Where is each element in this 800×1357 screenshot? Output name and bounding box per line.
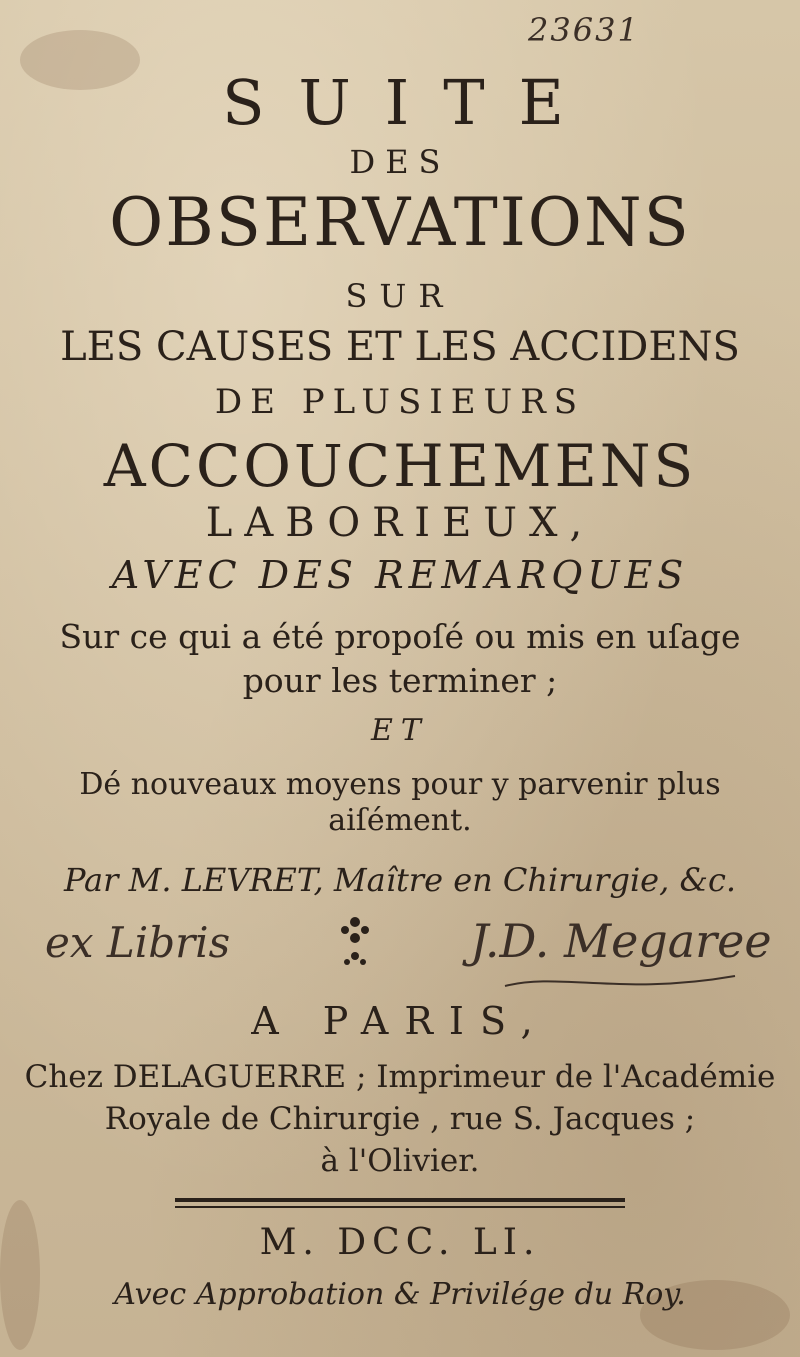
double-rule-thick — [175, 1198, 625, 1202]
subtitle-et: ET — [371, 713, 429, 748]
title-observations: OBSERVATIONS — [109, 184, 691, 261]
subtitle-line-1: Sur ce qui a été propoſé ou mis en uſage — [59, 617, 741, 656]
title-remarques: AVEC DES REMARQUES — [111, 553, 689, 597]
imprint-line-2: Royale de Chirurgie , rue S. Jacques ; — [104, 1101, 696, 1137]
subtitle-line-2: pour les terminer ; — [242, 661, 558, 700]
title-accouchemens: ACCOUCHEMENS — [103, 432, 697, 500]
manuscript-ex-libris: ex Libris — [45, 918, 231, 967]
title-sur: SUR — [345, 277, 455, 315]
paper-stain — [0, 1200, 40, 1350]
fleuron-ornament-icon — [330, 912, 380, 972]
imprint-line-1: Chez DELAGUERRE ; Imprimeur de l'Académie — [24, 1059, 776, 1095]
manuscript-signature: J.D. Megaree — [470, 914, 772, 968]
title-laborieux: LABORIEUX, — [205, 500, 595, 546]
title-plusieurs: DE PLUSIEURS — [214, 382, 586, 422]
publication-date: M. DCC. LI. — [259, 1222, 541, 1263]
inventory-number: 23631 — [528, 11, 640, 49]
double-rule-thin — [175, 1206, 625, 1208]
subtitle-line-3: Dé nouveaux moyens pour y parvenir plus — [79, 767, 721, 802]
subtitle-line-4: aiſément. — [328, 803, 472, 838]
author-line: Par M. LEVRET, Maître en Chirurgie, &c. — [63, 861, 737, 899]
imprint-city: A PARIS, — [251, 999, 549, 1043]
imprint-line-3: à l'Olivier. — [320, 1143, 480, 1179]
signature-flourish-icon — [500, 968, 740, 998]
title-des: DES — [349, 143, 451, 181]
privilege-line: Avec Approbation & Privilége du Roy. — [114, 1277, 686, 1312]
title-suite: SUITE — [222, 66, 598, 139]
title-causes: LES CAUSES ET LES ACCIDENS — [60, 324, 740, 370]
